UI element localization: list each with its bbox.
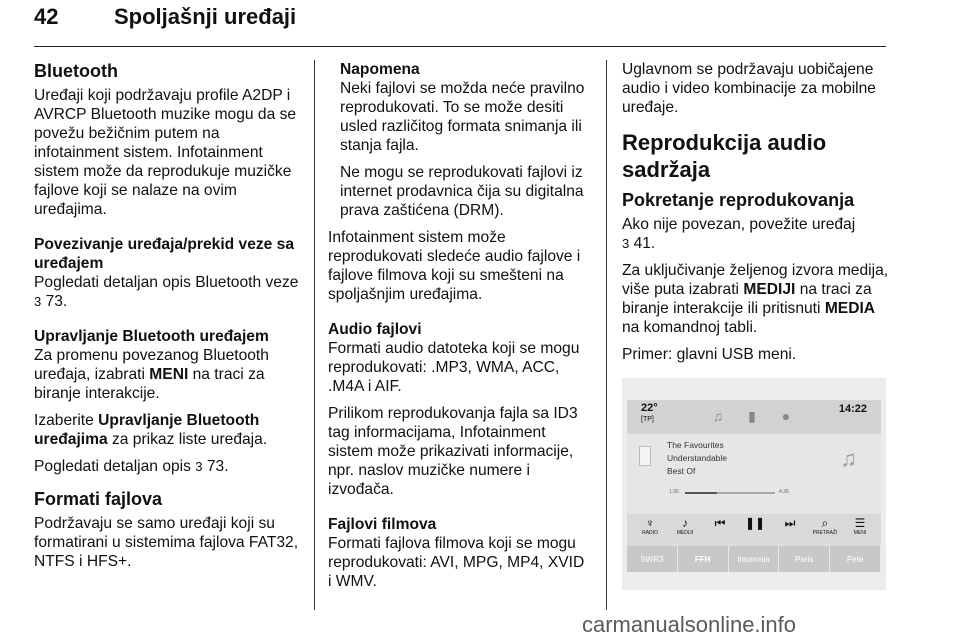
progress-fill — [685, 492, 717, 494]
switch-text: Za uključivanje željenog izvora medija, više puta izabrati MEDIJI na traci za biranje interakcije ili pritisnuti MEDIA na komandnoj tabli. — [622, 262, 889, 336]
example-caption: Primer: glavni USB meni. — [622, 346, 797, 363]
column-3 — [622, 60, 892, 372]
info-icon[interactable]: ● — [781, 408, 791, 424]
audio-text: Formati audio datoteka koji se mogu reprodukovati: .MP3, WMA, ACC, .M4A i AIF. — [328, 340, 580, 395]
audio-heading: Audio fajlovi — [328, 321, 422, 338]
progress-bar[interactable] — [685, 492, 775, 494]
next-button[interactable] — [775, 516, 805, 530]
control-bar — [627, 514, 881, 544]
radio-label: RADIO — [642, 530, 658, 536]
note-title: Napomena — [340, 61, 420, 78]
column-1 — [34, 60, 306, 579]
video-text: Formati fajlova filmova koji se mogu reprodukovati: AVI, MPG, MP4, XVID i WMV. — [328, 535, 585, 590]
radio-icon: ♆ — [645, 516, 655, 530]
formats-heading: Formati fajlova — [34, 489, 163, 509]
total-time: 4:36 — [779, 489, 789, 495]
start-text: Ako nije povezan, povežite uređaj 3 41. — [622, 216, 856, 252]
column-divider — [606, 60, 607, 610]
page-header — [34, 2, 886, 47]
note-box — [328, 60, 592, 220]
elapsed-time: 1:30 — [669, 489, 679, 495]
media-icon: ♪ — [682, 516, 688, 530]
track-artist: Understandable — [667, 453, 728, 463]
bluetooth-intro: Uređaji koji podržavaju profile A2DP i AVRCP Bluetooth muzike mogu da se povežu bežičnim putem na infotainment sistem. Infotainment sistem može da reprodukuje muzičke fajlove koji se nalaze na ovim uređajima. — [34, 87, 297, 218]
formats-text: Podržavaju se samo uređaji koji su formatirani u sistemima fajlova FAT32, NTFS i HFS+. — [34, 515, 299, 570]
next-icon: ⏭ — [784, 516, 796, 530]
track-title: The Favourites — [667, 440, 724, 450]
video-heading: Fajlovi filmova — [328, 516, 437, 533]
preset-bar — [627, 546, 881, 572]
media-label: MEDIJI — [676, 530, 694, 536]
select-text: Izaberite Upravljanje Bluetooth uređajima za prikaz liste uređaja. — [34, 412, 268, 448]
usb-menu-screenshot — [622, 378, 886, 590]
detail-text: Pogledati detaljan opis 3 73. — [34, 458, 229, 475]
page-ref-icon: 3 — [34, 294, 42, 309]
screen-topbar — [627, 400, 881, 434]
temperature: 22° — [641, 402, 658, 414]
now-playing — [627, 434, 881, 514]
page-title: Spoljašnji uređaji — [114, 4, 297, 29]
connect-heading: Povezivanje uređaja/prekid veze sa uređajem — [34, 236, 295, 272]
tp-indicator: [TP] — [641, 416, 654, 423]
screen-display — [627, 400, 881, 572]
device-icon[interactable]: ▮ — [748, 407, 756, 424]
preset-button[interactable]: FFH — [678, 546, 729, 572]
pause-icon: ❚❚ — [744, 516, 766, 530]
column-2 — [328, 60, 592, 599]
menu-button[interactable] — [845, 516, 875, 537]
radio-button[interactable] — [635, 516, 665, 537]
music-library-icon[interactable]: ♫ — [712, 408, 724, 424]
watermark: carmanualsonline.info — [582, 612, 797, 637]
manage-text: Za promenu povezanog Bluetooth uređaja, izabrati MENI na traci za biranje interakcije. — [34, 347, 269, 402]
column-divider — [314, 60, 315, 610]
preset-button[interactable]: Insomnia — [729, 546, 780, 572]
menu-label: MENI — [853, 530, 867, 536]
track-album: Best Of — [667, 466, 696, 476]
manage-heading: Upravljanje Bluetooth uređajem — [34, 328, 269, 345]
page-ref-icon: 3 — [195, 459, 203, 474]
note-text-2: Ne mogu se reprodukovati fajlovi iz internet prodavnica čija su digitalna prava zaštićena (DRM). — [340, 164, 584, 219]
album-cover-icon: ♫ — [840, 446, 857, 471]
search-button[interactable] — [810, 516, 840, 537]
clock: 14:22 — [838, 403, 867, 415]
start-heading: Pokretanje reprodukovanja — [622, 190, 855, 210]
track-file-icon — [639, 446, 651, 466]
video-intro: Uglavnom se podržavaju uobičajene audio i video kombinacije za mobilne uređaje. — [622, 61, 876, 116]
note-text-1: Neki fajlovi se možda neće pravilno reprodukovati. To se može desiti usled različitog formata snimanja ili stanja fajla. — [340, 80, 585, 154]
page-ref-icon: 3 — [622, 236, 630, 251]
audio-id3-text: Prilikom reprodukovanja fajla sa ID3 tag informacijama, Infotainment sistem može prikazivati informacije, npr. naslov muzičke numere i izvođača. — [328, 405, 578, 498]
prev-icon: ⏮ — [714, 516, 726, 530]
media-button[interactable] — [670, 516, 700, 537]
prev-button[interactable] — [705, 516, 735, 530]
page-number: 42 — [34, 4, 59, 29]
audio-intro: Infotainment sistem može reprodukovati sledeće audio fajlove i fajlove filmova koji su smešteni na spoljašnjim uređajima. — [328, 229, 581, 303]
preset-button[interactable]: Paris — [779, 546, 830, 572]
search-icon: ⌕ — [821, 516, 829, 530]
search-label: PRETRAŽI — [812, 530, 838, 536]
menu-icon: ☰ — [854, 516, 866, 530]
preset-button[interactable]: Pete — [830, 546, 881, 572]
connect-text: Pogledati detaljan opis Bluetooth veze 3 73. — [34, 274, 299, 310]
pause-button[interactable] — [740, 516, 770, 530]
preset-button[interactable]: SWR3 — [627, 546, 678, 572]
bluetooth-heading: Bluetooth — [34, 61, 118, 81]
playback-heading: Reprodukcija audio sadržaja — [622, 130, 827, 182]
